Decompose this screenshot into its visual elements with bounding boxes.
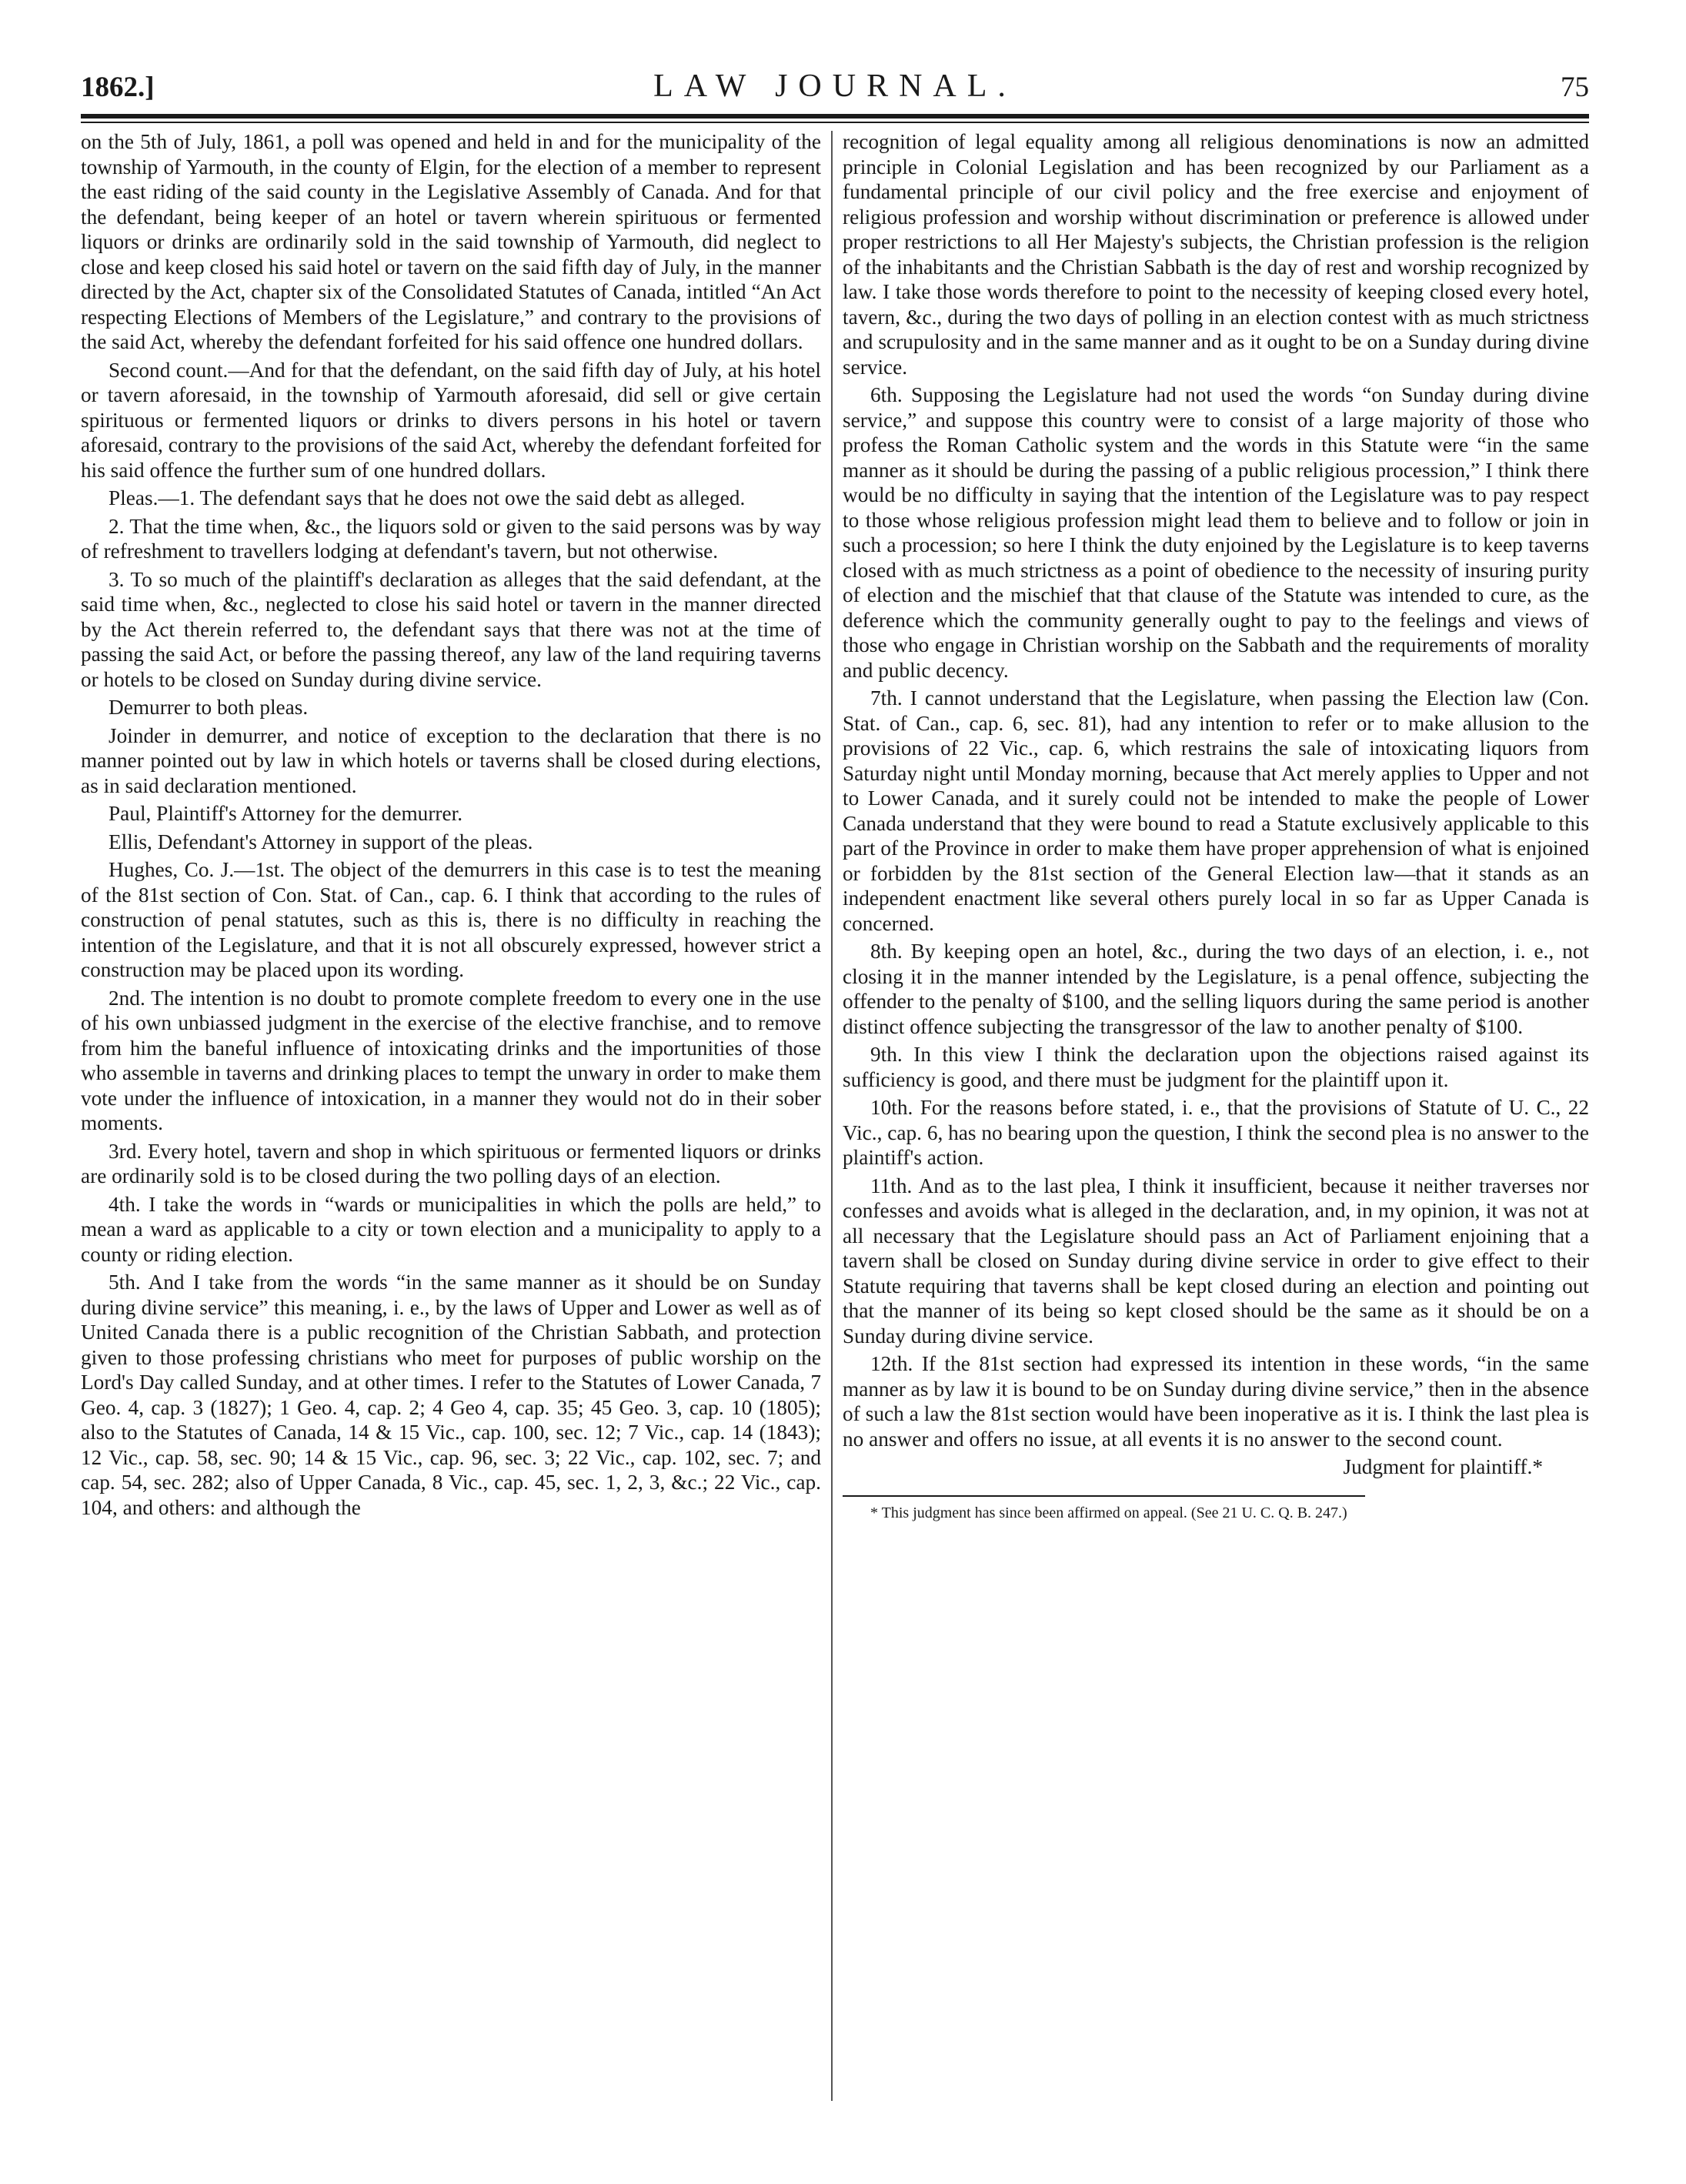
column-divider [831,131,833,2101]
paragraph: 2nd. The intention is no doubt to promote complete freedom to every one in the use of his own unbiassed judgment in the exercise of the elective franchise, and to remove from him the baneful influence of intoxicating drinks and the importunities of those who assemble in taverns and drinking places to tempt the unwary in order to make them vote under the influence of intoxication, in a manner they would not do in their sober moments. [81,986,821,1134]
left-column [81,129,821,2099]
paragraph: 3. To so much of the plaintiff's declaration as alleges that the said defendant, at the said time when, &c., neglected to close his said hotel or tavern in the manner directed by the Act therein referred to, the defendant says that there was not at the time of passing the said Act, or before the passing thereof, any law of the land requiring taverns or hotels to be closed on Sunday during divine service. [81,567,821,691]
paragraph: on the 5th of July, 1861, a poll was opened and held in and for the municipality of the township of Yarmouth, in the county of Elgin, for the election of a member to represent the east riding of the said county in the Legislative Assembly of Canada. And for that the defendant, being keeper of an hotel or tavern wherein spirituous or fermented liquors or drinks are ordinarily sold in the said township of Yarmouth, did neglect to close and keep closed his said hotel or tavern on the said fifth day of July, in the manner directed by the Act, chapter six of the Consolidated Statutes of Canada, intitled “An Act respecting Elections of Members of the Legislature,” and contrary to the provisions of the said Act, whereby the defendant forfeited for his said offence one hundred dollars. [81,130,821,353]
paragraph: 5th. And I take from the words “in the same manner as it should be on Sunday during divine service” this meaning, i. e., by the laws of Upper and Lower as well as of United Canada there is a public recognition of the Christian Sabbath, and protection given to those professing christians who meet for purposes of public worship on the Lord's Day called Sunday, and at other times. I refer to the Statutes of Lower Canada, 7 Geo. 4, cap. 3 (1827); 1 Geo. 4, cap. 2; 4 Geo 4, cap. 35; 45 Geo. 3, cap. 10 (1805); also to the Statutes of Canada, 14 & 15 Vic., cap. 100, sec. 12; 7 Vic., cap. 14 (1843); 12 Vic., cap. 58, sec. 90; 14 & 15 Vic., cap. 96, sec. 3; 22 Vic., cap. 102, sec. 7; and cap. 54, sec. 282; also of Upper Canada, 8 Vic., cap. 45, sec. 1, 2, 3, &c.; 22 Vic., cap. 104, and others: and although the [81,1271,821,1519]
paragraph: 3rd. Every hotel, tavern and shop in which spirituous or fermented liquors or drinks are ordinarily sold is to be closed during the two polling days of an election. [81,1139,821,1187]
paragraph: Paul, Plaintiff's Attorney for the demurrer. [109,802,463,825]
paragraph: 11th. And as to the last plea, I think it insufficient, because it neither traverses nor confesses and avoids what is alleged in the declaration, and, in my opinion, it was not at all necessary that the Legislature should pass an Act of Parliament enjoining that a tavern shall be closed on Sunday during divine service in order to give effect to their Statute requiring that taverns shall be kept closed during an election and pointing out that the manner of its being so kept closed should be the same as it should be on a Sunday during divine service. [843,1174,1589,1347]
paragraph: 7th. I cannot understand that the Legislature, when passing the Election law (Con. Stat. of Can., cap. 6, sec. 81), had any intention to refer or to make allusion to the provisions of 22 Vic., cap. 6, which restrains the sale of intoxicating liquors from Saturday night until Monday morning, because that Act merely applies to Upper and not to Lower Canada, and it surely could not be intended to make the people of Lower Canada understand that they were bound to read a Statute exclusively applicable to this part of the Province in order to make them have proper apprehension of what is enjoined or forbidden by the 81st section of the General Election law—that it stands as an independent enactment like several others purely local in so far as Upper Canada is concerned. [843,686,1589,935]
paragraph: Second count.—And for that the defendant, on the said fifth day of July, at his hotel or tavern aforesaid, in the township of Yarmouth aforesaid, did sell or give certain spirituous or fermented liquors or drinks to divers persons in his hotel or tavern aforesaid, contrary to the provisions of the said Act, whereby the defendant forfeited for his said offence the further sum of one hundred dollars. [81,358,821,482]
footnote-rule [843,1495,1365,1497]
paragraph: 10th. For the reasons before stated, i. e., that the provisions of Statute of U. C., 22 Vic., cap. 6, has no bearing upon the question, I think the second plea is no answer to the plaintiff's action. [843,1096,1589,1169]
paragraph: Joinder in demurrer, and notice of exception to the declaration that there is no manner pointed out by law in which hotels or taverns shall be closed during elections, as in said declaration mentioned. [81,723,821,797]
paragraph: 6th. Supposing the Legislature had not used the words “on Sunday during divine service,” and suppose this country were to consist of a large majority of those who profess the Roman Catholic system and the words in this Statute were “in the same manner as it should be during the passing of a public religious procession,” I think there would be no difficulty in saying that the intention of the Legislature was to pay respect to those whose religious profession might lead them to believe and to follow or join in such a procession; so here I think the duty enjoined by the Legislature is to keep taverns closed with as much strictness as a point of obedience to the necessity of insuring purity of election and the mischief that that clause of the Statute was intended to cure, as the deference which the community generally ought to pay to the feelings and views of those who engage in Christian worship on the Sabbath and the requirements of morality and public decency. [843,383,1589,682]
judgment-line: Judgment for plaintiff.* [1343,1455,1543,1478]
paragraph: Ellis, Defendant's Attorney in support of the pleas. [109,830,533,853]
paragraph: Pleas.—1. The defendant says that he does not owe the said debt as alleged. [109,486,746,509]
paragraph: Demurrer to both pleas. [109,696,309,719]
paragraph: 2. That the time when, &c., the liquors sold or given to the said persons was by way of refreshment to travellers lodging at defendant's tavern, but not otherwise. [81,514,821,563]
right-column [843,129,1589,2099]
header-rule [81,114,1589,119]
paragraph: Hughes, Co. J.—1st. The object of the demurrers in this case is to test the meaning of the 81st section of Con. Stat. of Can., cap. 6. I think that according to the rules of construction of penal statutes, such as this is, there is no difficulty in reaching the intention of the Legislature, and that it is not all obscurely expressed, however strict a construction may be placed upon its wording. [81,858,821,981]
journal-title: LAW JOURNAL. [653,68,1017,104]
running-header [81,63,1589,111]
paragraph: 4th. I take the words in “wards or municipalities in which the polls are held,” to mean a ward as applicable to a city or town election and a municipality to apply to a county or riding election. [81,1192,821,1266]
footnote: * This judgment has since been affirmed on appeal. (See 21 U. C. Q. B. 247.) [870,1504,1347,1521]
page-number: 75 [1561,72,1589,103]
paragraph: 12th. If the 81st section had expressed its intention in these words, “in the same manner as by law it is bound to be on Sunday during divine service,” then in the absence of such a law the 81st section would have been inoperative as it is. I think the last plea is no answer and offers no issue, at all events it is no answer to the second count. [843,1352,1589,1451]
paragraph: 8th. By keeping open an hotel, &c., during the two days of an election, i. e., not closing it in the manner intended by the Legislature, is a penal offence, subjecting the offender to the penalty of $100, and the selling liquors during the same period is another distinct offence subjecting the transgressor of the law to another penalty of $100. [843,940,1589,1038]
header-rule-thin [81,122,1589,123]
paragraph: 9th. In this view I think the declaration upon the objections raised against its sufficiency is good, and there must be judgment for the plaintiff upon it. [843,1043,1589,1091]
paragraph: recognition of legal equality among all religious denominations is now an admitted principle in Colonial Legislation and has been recognized by our Parliament as a fundamental principle of our civil policy and the free exercise and enjoyment of religious profession and worship without discrimination or preference is allowed under proper restrictions to all Her Majesty's subjects, the Christian profession is the religion of the inhabitants and the Christian Sabbath is the day of rest and worship recognized by law. I take those words therefore to point to the necessity of keeping closed every hotel, tavern, &c., during the two days of polling in an election contest with as much strictness and scrupulosity and in the same manner and as it ought to be on a Sunday during divine service. [843,130,1589,379]
header-year: 1862.] [81,72,155,103]
